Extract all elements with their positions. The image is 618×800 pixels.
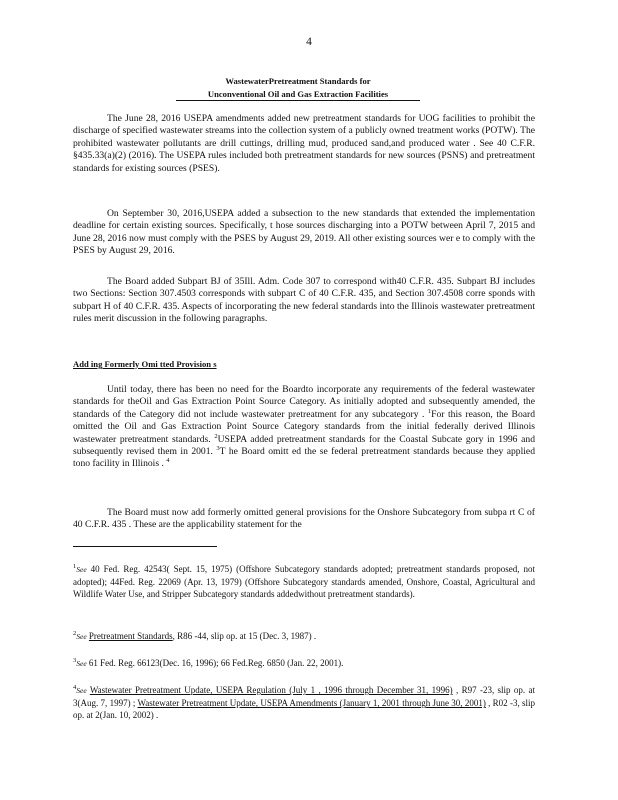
footnote-3-number: 3 bbox=[73, 657, 77, 664]
footnote-4 bbox=[73, 684, 535, 722]
footnote-ref-3[interactable]: 3 bbox=[216, 444, 220, 452]
footnote-2-see: See bbox=[76, 632, 87, 641]
footnote-4-end: , R02 -3, slip op. at 2(Jan. 10, 2002) . bbox=[73, 698, 535, 721]
paragraph-4-part-a: Until today, there has been no need for the Boardto incorporate any requirements of the federal wastewater standards for theOil and Gas Extraction Point Source Category. As initially adopted and subsequently amended, the standards of the Category did not include wastewater pretreatment for any subcategory . bbox=[73, 384, 535, 420]
footnote-3-text: 61 Fed. Reg. 66123(Dec. 16, 1996); 66 Fed.Reg. 6850 (Jan. 22, 2001). bbox=[86, 658, 344, 668]
section-heading: Add ing Formerly Omi tted Provision s bbox=[73, 359, 217, 369]
footnote-4-mid: , R97 -23, slip op. at 3(Aug. 7, 1997) ; bbox=[73, 685, 535, 709]
footnote-1-see: See bbox=[76, 565, 87, 574]
footnote-4-title-1: Wastewater Pretreatment Update, USEPA Regulation (July 1 , 1996 through December 31, 1996) bbox=[89, 685, 453, 695]
footnote-4-number: 4 bbox=[73, 684, 77, 691]
footnote-3-see: See bbox=[76, 659, 87, 668]
footnote-2-text: , R86 -44, slip op. at 15 (Dec. 3, 1987) . bbox=[172, 631, 317, 641]
footnote-2-number: 2 bbox=[73, 630, 77, 637]
footnote-3 bbox=[73, 657, 535, 670]
paragraph-2: On September 30, 2016,USEPA added a subsection to the new standards that extended the implementation deadline for certain existing sources. Specifically, t hose sources discharging into a POTW between April 7, 2015 and June 28, 2016 now must comply with the PSES by August 29, 2019. All other existing sources wer e to comply with the PSES by August 29, 2016. bbox=[73, 208, 535, 257]
footnote-4-see: See bbox=[76, 686, 87, 695]
paragraph-4 bbox=[73, 384, 535, 471]
page-number: 4 bbox=[306, 36, 312, 48]
footnote-divider bbox=[73, 546, 217, 547]
footnote-1 bbox=[73, 563, 535, 601]
title-line-2: Unconventional Oil and Gas Extraction Facilities bbox=[176, 89, 420, 101]
title-line-1: WastewaterPretreatment Standards for bbox=[225, 76, 371, 86]
footnote-4-title-2: Wastewater Pretreatment Update, USEPA Amendments (January 1, 2001 through June 30, 2001) bbox=[137, 698, 486, 709]
paragraph-3: The Board added Subpart BJ of 35Ill. Adm. Code 307 to correspond with40 C.F.R. 435. Subpart BJ includes two Sections: Section 307.4503 corresponds with subpart C of 40 C.F.R. 435, and Section 307.4508 corre sponds with subpart H of 40 C.F.R. 435. Aspects of incorporating the new federal standards into the Illinois wastewater pretreatment rules merit discussion in the following paragraphs. bbox=[73, 276, 535, 325]
footnote-ref-1[interactable]: 1 bbox=[427, 407, 432, 415]
paragraph-5: The Board must now add formerly omitted general provisions for the Onshore Subcategory from subpa rt C of 40 C.F.R. 435 . These are the applicability statement for the bbox=[73, 507, 535, 531]
footnote-ref-2[interactable]: 2 bbox=[214, 432, 218, 440]
footnote-1-number: 1 bbox=[73, 563, 77, 570]
paragraph-4-part-d: T he Board omitt ed the se federal pretreatment standards because they applied tono facility in Illinois . bbox=[73, 446, 535, 470]
paragraph-4-part-b: For this reason, the Board omitted the Oil and Gas Extraction Point Source Category standards from the initial federally derived Illinois wastewater pretreatment standards. bbox=[73, 408, 536, 445]
footnote-1-text: 40 Fed. Reg. 42543( Sept. 15, 1975) (Offshore Subcategory standards adopted; pretreatment standards proposed, not adopted); 44Fed. Reg. 22069 (Apr. 13, 1979) (Offshore Subcategory standards amended, Onshore, Coastal, Agricultural and Wildlife Water Use, and Stripper Subcategory standards addedwithout pretreatment standards). bbox=[73, 564, 535, 600]
footnote-ref-4[interactable]: 4 bbox=[166, 457, 170, 465]
paragraph-1: The June 28, 2016 USEPA amendments added new pretreatment standards for UOG facilities to prohibit the discharge of specified wastewater streams into the collection system of a publicly owned treatment works (POTW). The prohibited wastewater pollutants are drill cuttings, drilling mud, produced sand,and produced water . See 40 C.F.R. §435.33(a)(2) (2016). The USEPA rules included both pretreatment standards for new sources (PSNS) and pretreatment standards for existing sources (PSES). bbox=[73, 113, 535, 174]
footnote-2 bbox=[73, 630, 535, 643]
paragraph-4-part-c: USEPA added pretreatment standards for the Coastal Subcate gory in 1996 and subsequently revised them in 2001. bbox=[73, 433, 536, 458]
footnote-2-title: Pretreatment Standards bbox=[88, 631, 173, 641]
